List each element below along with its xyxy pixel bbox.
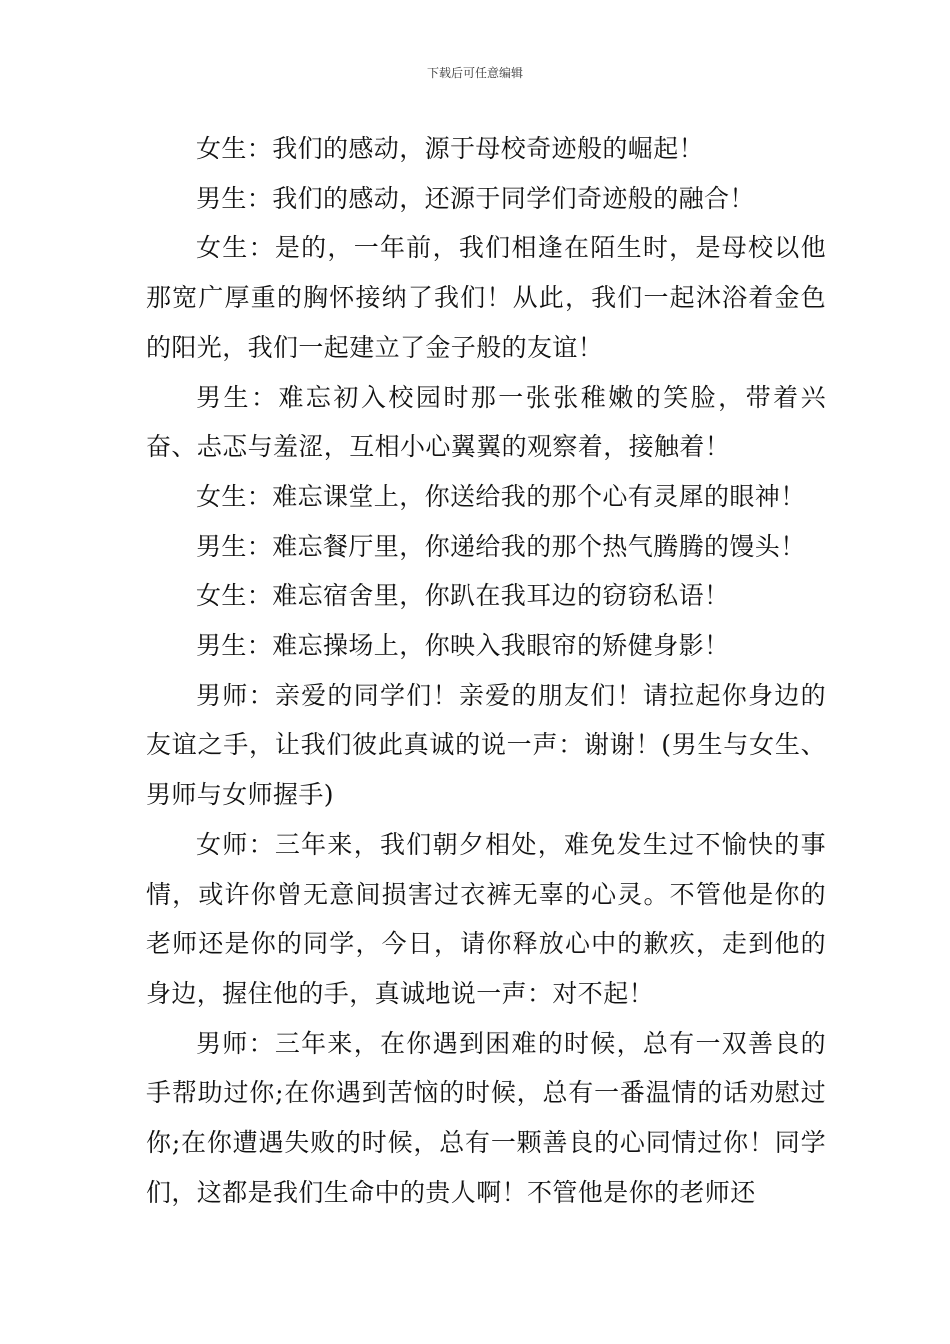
paragraph: 男师：三年来，在你遇到困难的时候，总有一双善良的手帮助过你;在你遇到苦恼的时候，总有一番温情的话劝慰过你;在你遭遇失败的时候，总有一颗善良的心同情过你！同学们，这都是我们生命中的贵人啊！不管他是你的老师还 xyxy=(146,1028,826,1207)
paragraph: 男生：难忘餐厅里，你递给我的那个热气腾腾的馒头！ xyxy=(196,531,806,561)
paragraph: 女生：是的，一年前，我们相逢在陌生时，是母校以他那宽广厚重的胸怀接纳了我们！从此，我们一起沐浴着金色的阳光，我们一起建立了金子般的友谊！ xyxy=(146,233,826,362)
paragraph: 男师：亲爱的同学们！亲爱的朋友们！请拉起你身边的友谊之手，让我们彼此真诚的说一声：谢谢！(男生与女生、男师与女师握手) xyxy=(146,680,826,810)
page-header: 下载后可任意编辑 xyxy=(426,66,523,80)
paragraph: 女生：我们的感动，源于母校奇迹般的崛起！ xyxy=(196,134,705,163)
paragraph: 男生：我们的感动，还源于同学们奇迹般的融合！ xyxy=(196,183,755,213)
paragraph: 男生：难忘操场上，你映入我眼帘的矫健身影！ xyxy=(196,631,730,661)
paragraph: 女师：三年来，我们朝夕相处，难免发生过不愉快的事情，或许你曾无意间损害过衣裤无辜的心灵。不管他是你的老师还是你的同学，今日，请你释放心中的歉疚，走到他的身边，握住他的手，真诚地说一声：对不起！ xyxy=(146,829,826,1008)
document-body xyxy=(146,124,826,1217)
paragraph: 女生：难忘宿舍里，你趴在我耳边的窃窃私语！ xyxy=(196,581,730,611)
paragraph: 男生：难忘初入校园时那一张张稚嫩的笑脸，带着兴奋、忐忑与羞涩，互相小心翼翼的观察着，接触着！ xyxy=(146,382,826,462)
paragraph: 女生：难忘课堂上，你送给我的那个心有灵犀的眼神！ xyxy=(196,481,806,511)
